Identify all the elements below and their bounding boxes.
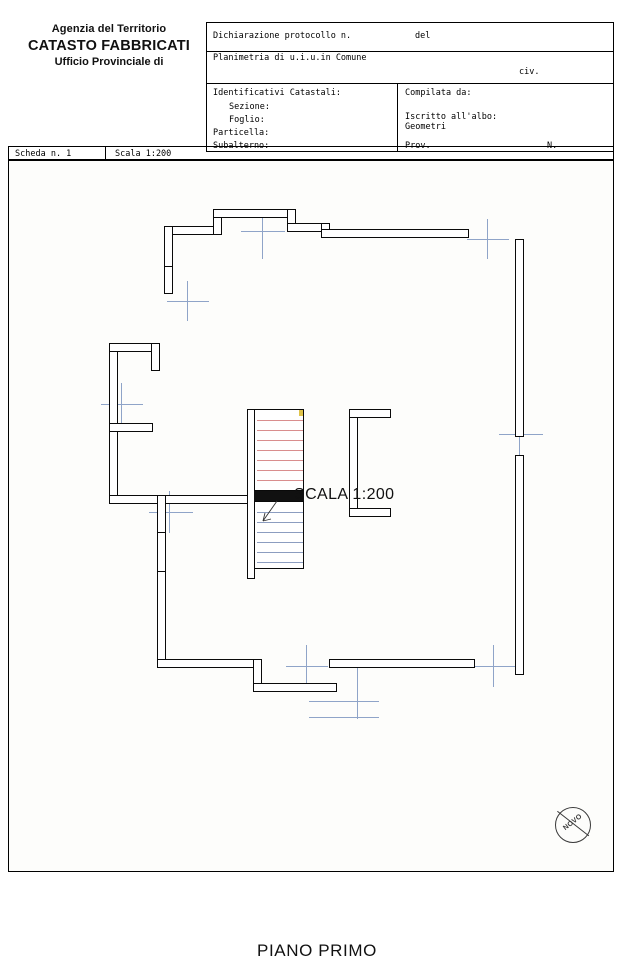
stair-tread xyxy=(257,480,303,481)
wall-segment xyxy=(109,423,153,432)
form-divider-vertical xyxy=(397,83,398,151)
axis-line xyxy=(241,231,285,232)
declaration-label: Dichiarazione protocollo n. xyxy=(213,31,352,41)
stair-marker xyxy=(299,410,303,416)
agency-name: Agenzia del Territorio xyxy=(51,23,167,35)
scale-note: SCALA 1:200 xyxy=(294,486,395,503)
staircase-upper xyxy=(254,409,304,491)
wall-segment xyxy=(164,266,173,294)
wall-segment xyxy=(349,508,391,517)
wall-segment xyxy=(349,409,391,418)
plan-label: Planimetria di u.i.u.in Comune xyxy=(213,53,367,63)
form-divider-2 xyxy=(207,83,613,84)
wall-segment xyxy=(157,495,166,533)
agency-header xyxy=(14,22,204,70)
sheet-info-bar xyxy=(8,146,614,160)
approval-stamp xyxy=(555,807,591,843)
compiled-title: Compilata da: xyxy=(405,88,472,98)
stair-tread xyxy=(257,430,303,431)
civ-label: civ. xyxy=(519,67,540,77)
axis-line xyxy=(309,701,379,702)
axis-line xyxy=(262,211,263,259)
stair-tread xyxy=(257,470,303,471)
cadastral-title: Identificativi Catastali: xyxy=(213,88,341,98)
cadastral-field-subalterno: Subalterno: xyxy=(213,141,270,151)
wall-segment xyxy=(213,209,295,218)
register-label: Iscritto all'albo: xyxy=(405,112,498,122)
axis-line xyxy=(167,301,209,302)
stair-tread xyxy=(257,552,303,553)
stair-tread xyxy=(257,460,303,461)
n-label: N. xyxy=(547,141,558,151)
stair-tread xyxy=(257,420,303,421)
axis-line xyxy=(357,667,358,719)
declaration-del-label: del xyxy=(415,31,431,41)
floor-plan-drawing xyxy=(8,160,614,960)
wall-segment xyxy=(157,571,166,667)
prov-label: Prov. xyxy=(405,141,431,151)
axis-line xyxy=(286,666,328,667)
wall-segment xyxy=(515,455,524,675)
stair-direction-arrow xyxy=(261,499,291,525)
axis-line xyxy=(149,512,193,513)
axis-line xyxy=(101,404,143,405)
wall-segment xyxy=(151,343,160,371)
floor-label: PIANO PRIMO xyxy=(257,941,377,960)
stair-tread xyxy=(257,562,303,563)
stair-tread xyxy=(257,542,303,543)
stair-tread xyxy=(257,440,303,441)
stair-tread xyxy=(257,450,303,451)
wall-segment xyxy=(329,659,475,668)
header-form-box xyxy=(206,22,614,152)
stair-tread xyxy=(257,532,303,533)
sheet-bar-divider xyxy=(105,147,106,159)
register-body: Geometri xyxy=(405,122,446,132)
wall-segment xyxy=(157,659,261,668)
axis-line xyxy=(309,717,379,718)
wall-segment xyxy=(253,683,337,692)
agency-title: CATASTO FABBRICATI xyxy=(27,38,191,54)
cadastral-field-foglio: Foglio: xyxy=(229,115,265,125)
wall-segment xyxy=(515,239,524,437)
sheet-number: Scheda n. 1 xyxy=(15,149,72,159)
cadastral-field-sezione: Sezione: xyxy=(229,102,270,112)
form-divider-1 xyxy=(207,51,613,52)
wall-segment xyxy=(109,495,254,504)
stamp-text: NOVO xyxy=(562,813,584,832)
cadastral-field-particella: Particella: xyxy=(213,128,270,138)
axis-line xyxy=(473,666,515,667)
agency-office: Ufficio Provinciale di xyxy=(54,56,164,68)
axis-line xyxy=(467,239,509,240)
wall-segment xyxy=(321,229,469,238)
sheet-scale: Scala 1:200 xyxy=(115,149,172,159)
